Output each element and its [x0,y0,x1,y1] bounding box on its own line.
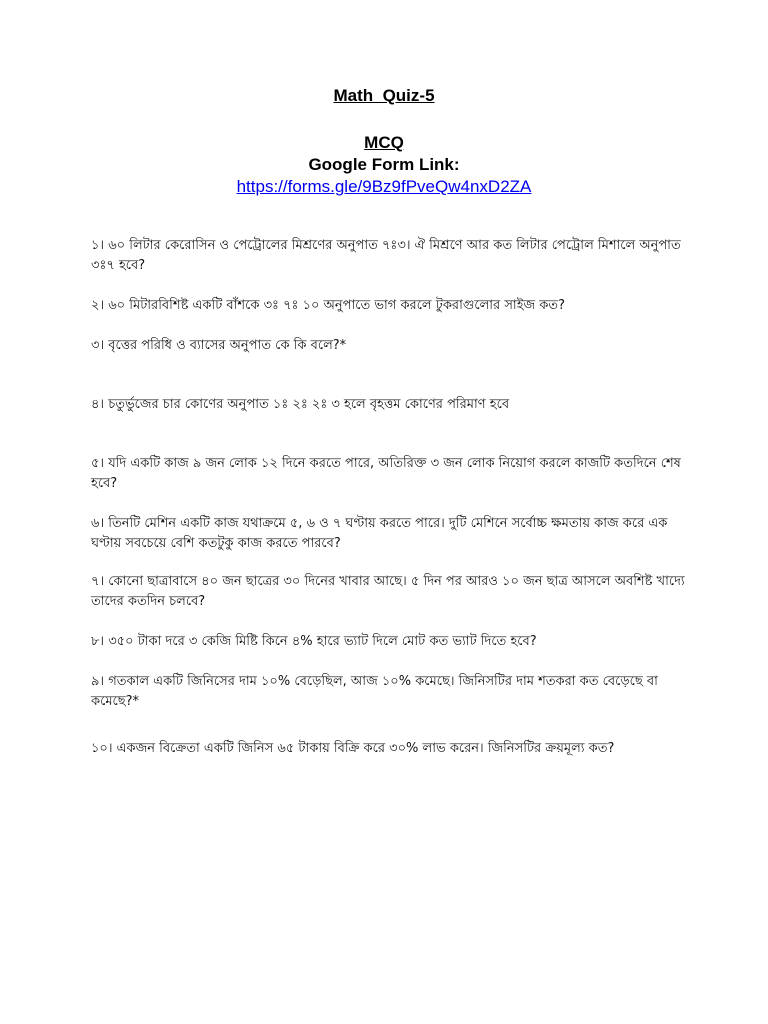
question-6: ৬। তিনটি মেশিন একটি কাজ যথাক্রমে ৫, ৬ ও ৭ ঘণ্টায় করতে পারে। দুটি মেশিনে সর্বোচ্চ ক্ষমতায় কাজ করে এক ঘণ্টায় সবচেয়ে বেশি কতটুকু কাজ করতে পারবে? [91,516,668,551]
question-9: ৯। গতকাল একটি জিনিসের দাম ১০% বেড়েছিল, আজ ১০% কমেছে। জিনিসটির দাম শতকরা কত বেড়েছে বা কমেছে?* [91,674,658,709]
question-2: ২। ৬০ মিটারবিশিষ্ট একটি বাঁশকে ৩ঃ ৭ঃ ১০ অনুপাতে ভাগ করলে টুকরাগুলোর সাইজ কত? [91,298,565,313]
quiz-title: Math Quiz-5 [333,86,435,105]
question-5: ৫। যদি একটি কাজ ৯ জন লোক ১২ দিনে করতে পারে, অতিরিক্ত ৩ জন লোক নিয়োগ করলে কাজটি কতদিনে শেষ হবে? [91,456,681,491]
section-heading-mcq: MCQ [364,133,404,152]
google-form-link[interactable]: https://forms.gle/9Bz9fPveQw4nxD2ZA [236,177,532,196]
question-7: ৭। কোনো ছাত্রাবাসে ৪০ জন ছাত্রের ৩০ দিনের খাবার আছে। ৫ দিন পর আরও ১০ জন ছাত্র আসলে অবশিষ্ট খাদ্যে তাদের কতদিন চলবে? [91,574,685,609]
google-form-label-text: Google Form Link: [308,155,460,174]
question-3: ৩। বৃত্তের পরিধি ও ব্যাসের অনুপাত কে কি বলে?* [91,338,347,353]
question-8: ৮। ৩৫০ টাকা দরে ৩ কেজি মিষ্টি কিনে ৪% হারে ভ্যাট দিলে মোট কত ভ্যাট দিতে হবে? [91,634,537,649]
google-form-label [0,155,768,175]
question-10: ১০। একজন বিক্রেতা একটি জিনিস ৬৫ টাকায় বিক্রি করে ৩০% লাভ করেন। জিনিসটির ক্রয়মূল্য কত? [91,741,615,756]
question-1: ১। ৬০ লিটার কেরোসিন ও পেট্রোলের মিশ্রণের অনুপাত ৭ঃ৩। ঐ মিশ্রণে আর কত লিটার পেট্রোল মিশালে অনুপাত ৩ঃ৭ হবে? [91,238,681,273]
question-4: ৪। চতুর্ভুজের চার কোণের অনুপাত ১ঃ ২ঃ ২ঃ ৩ হলে বৃহত্তম কোণের পরিমাণ হবে [91,397,510,412]
